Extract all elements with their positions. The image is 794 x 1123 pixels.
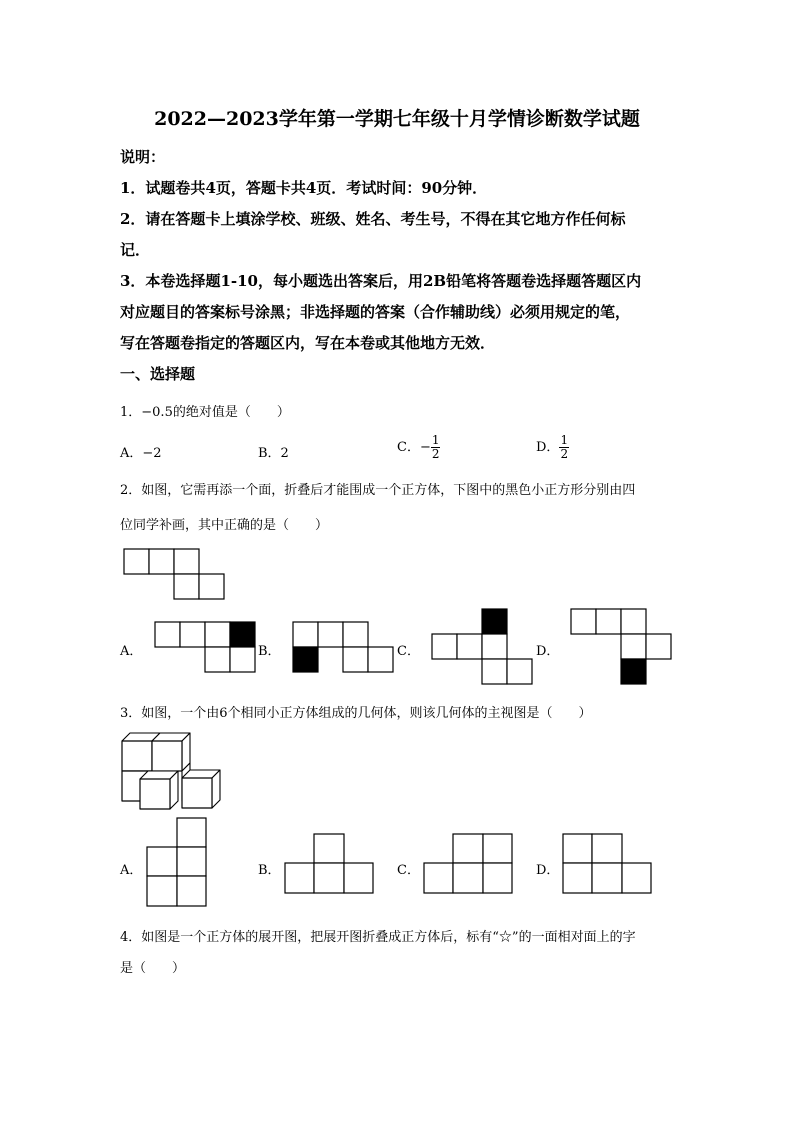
q3-b-square	[314, 863, 344, 893]
q1-option-c	[397, 434, 440, 461]
cube-face	[152, 741, 182, 771]
q2-c-black-square	[482, 609, 507, 634]
q1-option-d-prefix: D．	[536, 440, 560, 455]
q2-a-square	[155, 622, 180, 647]
q3-a-square	[147, 847, 177, 876]
q3-option-d-label: D．	[536, 863, 560, 878]
q2-b-square	[293, 622, 318, 647]
q3-d-square	[563, 863, 592, 893]
q3-c-square	[424, 863, 453, 893]
q3-stem: 3．如图，一个由6个相同小正方体组成的几何体，则该几何体的主视图是（ ）	[120, 706, 592, 721]
q2-option-a-figure	[155, 622, 259, 676]
q2-main-square	[149, 549, 174, 574]
q3-a-square	[147, 876, 177, 906]
q2-option-a-label: A．	[120, 644, 143, 659]
q1-option-d-denominator: 2	[560, 447, 569, 461]
q3-option-c-figure	[424, 834, 516, 896]
q2-b-black-square	[293, 647, 318, 672]
page-title: 2022—2023学年第一学期七年级十月学情诊断数学试题	[154, 108, 640, 130]
q3-c-square	[453, 834, 483, 863]
q1-option-d-fraction	[559, 434, 569, 461]
q2-a-square	[180, 622, 205, 647]
q2-main-square	[174, 549, 199, 574]
q2-b-square	[368, 647, 393, 672]
q4-stem-line-1: 4．如图是一个正方体的展开图，把展开图折叠成正方体后，标有“☆”的一面相对面上的字	[120, 930, 636, 945]
q2-c-square	[432, 634, 457, 659]
cube-face	[182, 778, 212, 808]
q3-c-square	[453, 863, 483, 893]
q2-option-d-label: D．	[536, 644, 560, 659]
cube-face	[122, 741, 152, 771]
q2-a-square	[205, 647, 230, 672]
q2-option-c-label: C．	[397, 644, 420, 659]
q3-c-square	[483, 863, 512, 893]
q3-solid-figure	[122, 731, 228, 811]
q1-option-c-fraction	[431, 434, 441, 461]
instruction-item-2-line-2: 记．	[120, 241, 151, 259]
q3-d-square	[592, 863, 622, 893]
q4-stem-line-2: 是（ ）	[120, 961, 186, 976]
cube-face	[140, 779, 170, 809]
q2-main-square	[174, 574, 199, 599]
instruction-item-3-line-1: 3．本卷选择题1-10，每小题选出答案后，用2B铅笔将答题卷选择题答题区内	[120, 272, 642, 290]
q2-c-square	[482, 634, 507, 659]
q1-option-d-numerator: 1	[560, 433, 569, 447]
q3-b-square	[314, 834, 344, 863]
q2-option-c-figure	[432, 609, 536, 688]
q1-option-a: A．−2	[120, 446, 162, 461]
q1-option-c-numerator: 1	[431, 433, 440, 447]
q3-a-square	[177, 818, 206, 847]
q2-main-figure	[124, 549, 228, 603]
q2-d-square	[621, 634, 646, 659]
instruction-item-1: 1．试题卷共4页，答题卡共4页．考试时间：90分钟．	[120, 179, 488, 197]
q2-d-square	[596, 609, 621, 634]
q1-option-c-prefix: C．−	[397, 440, 431, 455]
q2-d-square	[646, 634, 671, 659]
q2-a-black-square	[230, 622, 255, 647]
q2-b-square	[343, 622, 368, 647]
q3-c-square	[483, 834, 512, 863]
instruction-item-2-line-1: 2．请在答题卡上填涂学校、班级、姓名、考生号，不得在其它地方作任何标	[120, 210, 626, 228]
q2-c-square	[482, 659, 507, 684]
q1-option-b: B．2	[258, 446, 289, 461]
instruction-item-3-line-2: 对应题目的答案标号涂黑；非选择题的答案（合作辅助线）必须用规定的笔，	[120, 303, 631, 321]
q2-c-square	[457, 634, 482, 659]
q1-option-c-denominator: 2	[431, 447, 440, 461]
q2-a-square	[230, 647, 255, 672]
q2-b-square	[343, 647, 368, 672]
section-heading: 一、选择题	[120, 365, 196, 383]
q3-b-square	[344, 863, 373, 893]
q3-b-square	[285, 863, 314, 893]
q3-option-a-figure	[147, 818, 209, 910]
q3-option-a-label: A．	[120, 863, 143, 878]
q2-b-square	[318, 622, 343, 647]
q2-stem-line-2: 位同学补画，其中正确的是（ ）	[120, 518, 329, 533]
q3-option-b-label: B．	[258, 863, 281, 878]
q2-d-square	[571, 609, 596, 634]
q2-c-square	[507, 659, 532, 684]
instruction-item-3-line-3: 写在答题卷指定的答题区内，写在本卷或其他地方无效．	[120, 334, 496, 352]
q3-d-square	[622, 863, 651, 893]
q3-d-square	[592, 834, 622, 863]
q2-a-square	[205, 622, 230, 647]
q3-option-c-label: C．	[397, 863, 420, 878]
q2-main-square	[199, 574, 224, 599]
q2-d-square	[621, 609, 646, 634]
q2-option-b-label: B．	[258, 644, 281, 659]
q3-option-b-figure	[285, 834, 377, 896]
q3-a-square	[177, 847, 206, 876]
q1-stem: 1．−0.5的绝对值是（ ）	[120, 405, 290, 420]
q3-d-square	[563, 834, 592, 863]
instructions-heading: 说明：	[120, 148, 166, 166]
q2-main-square	[124, 549, 149, 574]
q3-a-square	[177, 876, 206, 906]
q2-stem-line-1: 2．如图，它需再添一个面，折叠后才能围成一个正方体，下图中的黑色小正方形分别由四	[120, 483, 636, 498]
q2-option-d-figure	[571, 609, 675, 688]
q3-option-d-figure	[563, 834, 655, 896]
q1-option-d	[536, 434, 569, 461]
q2-d-black-square	[621, 659, 646, 684]
q2-option-b-figure	[293, 622, 397, 676]
